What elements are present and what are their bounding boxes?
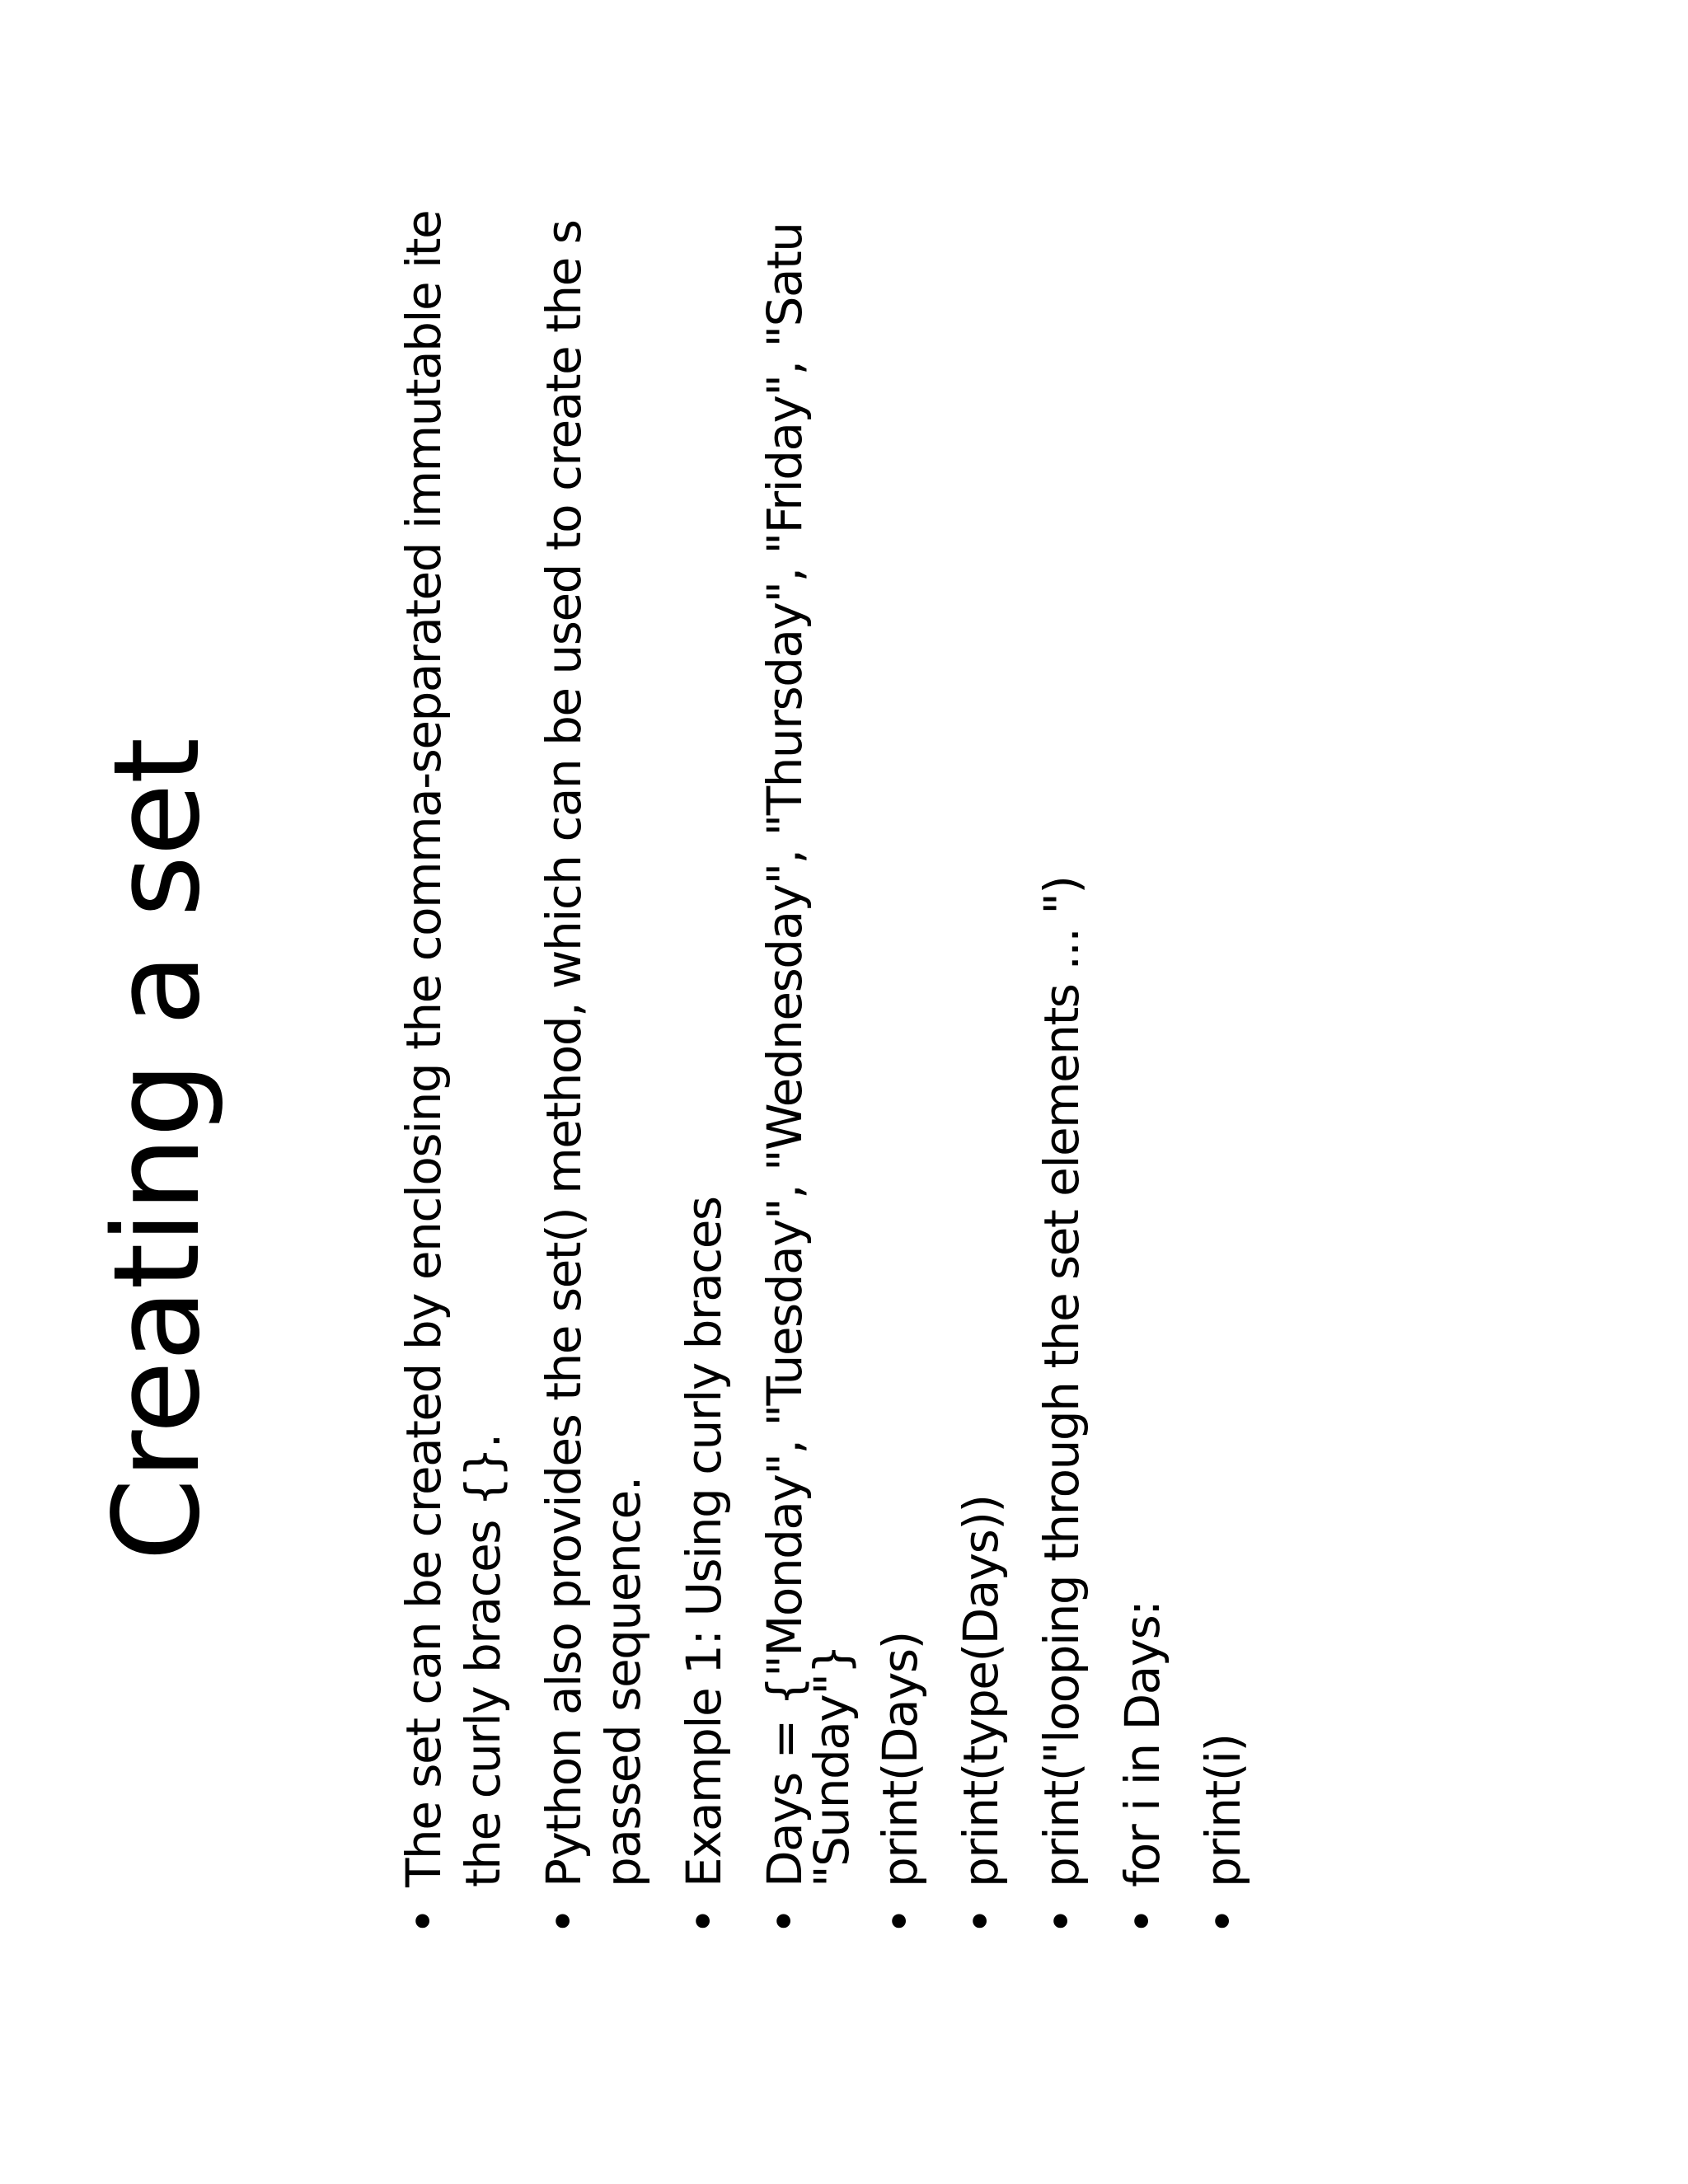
bullet-text: • Example 1: Using curly braces: [676, 1197, 732, 1887]
bullet-text-continuation: the curly braces {}.: [455, 1434, 511, 1887]
bullet-item: [394, 0, 513, 1935]
bullet-item: [674, 0, 734, 1935]
bullet-item: [755, 0, 860, 1935]
bullet-text: • print(Days): [872, 1632, 928, 1887]
bullet-text: • print(type(Days)): [953, 1495, 1009, 1887]
bullet-item: [1032, 0, 1091, 1935]
bullet-text: • Python also provides the set() method, which can be used to create the s: [536, 220, 592, 1887]
bullet-item: [870, 0, 930, 1935]
bullet-item: [1113, 0, 1172, 1935]
bullet-item: [951, 0, 1010, 1935]
bullet-item: [534, 0, 653, 1935]
bullet-text: • print("looping through the set elements ... "): [1034, 876, 1090, 1887]
bullet-text: • The set can be created by enclosing the comma-separated immutable ite: [396, 210, 452, 1887]
bullet-text-continuation: "Sunday"}: [804, 1645, 860, 1887]
bullet-item: [1193, 0, 1253, 1935]
slide-title: Creating a set: [87, 738, 226, 1562]
bullet-text: • for i in Days:: [1114, 1601, 1170, 1887]
bullet-text: • Days = {"Monday", "Tuesday", "Wednesday", "Thursday", "Friday", "Satu: [757, 223, 813, 1887]
bullet-text-continuation: passed sequence.: [595, 1477, 651, 1887]
bullet-list: [394, 0, 1274, 1935]
bullet-text: • print(i): [1195, 1734, 1251, 1887]
